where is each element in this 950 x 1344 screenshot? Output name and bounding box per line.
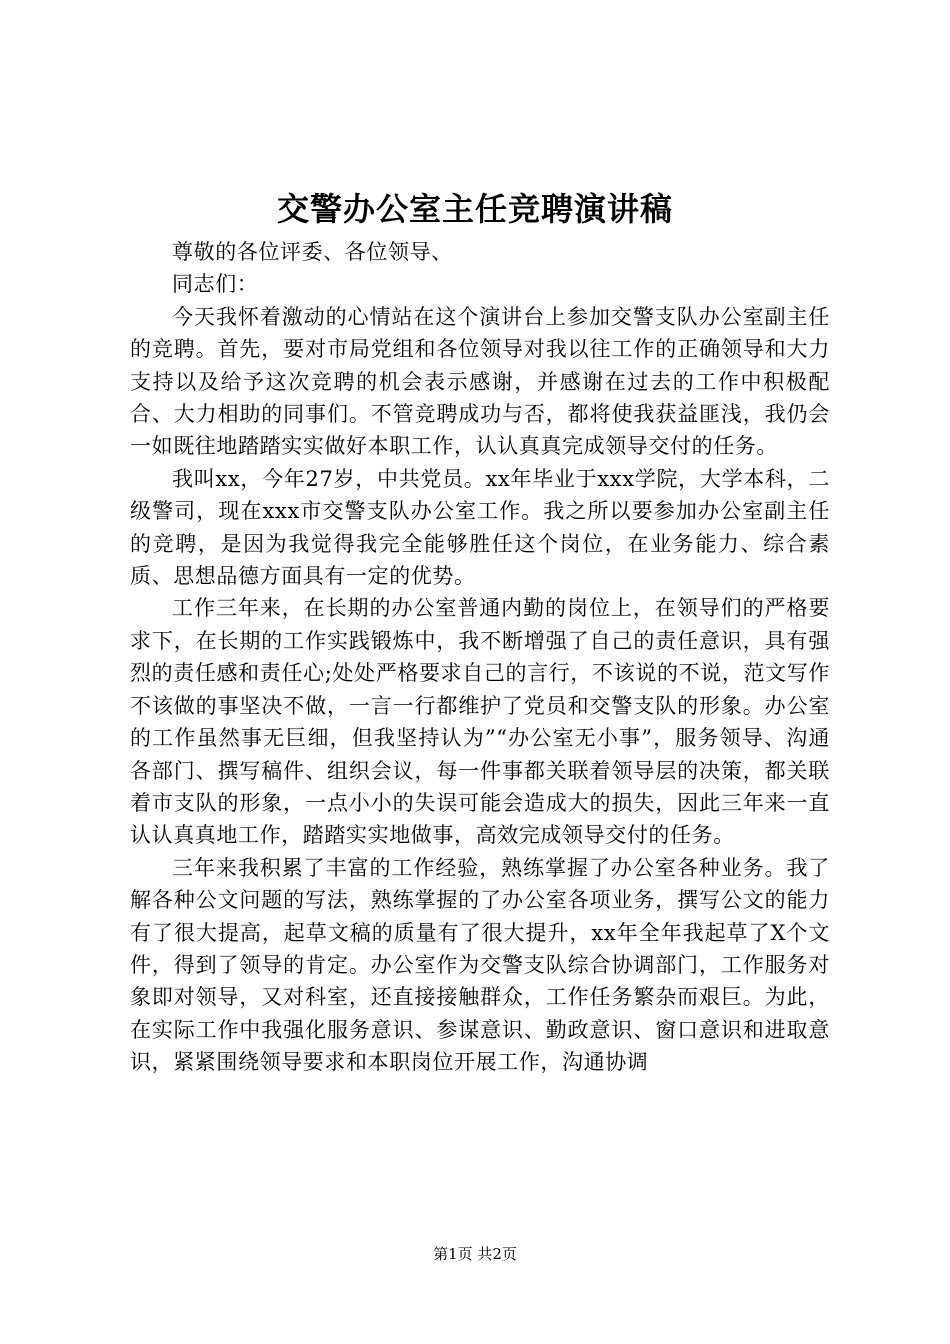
paragraph-1: 今天我怀着激动的心情站在这个演讲台上参加交警支队办公室副主任的竞聘。首先，要对市局党组和各位领导对我以往工作的正确领导和大力支持以及给予这次竞聘的机会表示感谢，并感谢在过去的工作中积极配合、大力相助的同事们。不管竞聘成功与否，都将使我获益匪浅，我仍会一如既往地踏踏实实做好本职工作，认认真真完成领导交付的任务。 <box>130 304 830 459</box>
document-body <box>130 236 830 1079</box>
paragraph-2: 我叫xx，今年27岁，中共党员。xx年毕业于xxx学院，大学本科，二级警司，现在xxx市交警支队办公室工作。我之所以要参加办公室副主任的竞聘，是因为我觉得我完全能够胜任这个岗位，在业务能力、综合素质、思想品德方面具有一定的优势。 <box>130 466 830 589</box>
salutation-line-1: 尊敬的各位评委、各位领导、 <box>172 240 453 264</box>
paragraph-4: 三年来我积累了丰富的工作经验，熟练掌握了办公室各种业务。我了解各种公文问题的写法，熟练掌握的了办公室各项业务，撰写公文的能力有了很大提高，起草文稿的质量有了很大提升，xx年全年我起草了X个文件，得到了领导的肯定。办公室作为交警支队综合协调部门，工作服务对象即对领导，又对科室，还直接接触群众，工作任务繁杂而艰巨。为此，在实际工作中我强化服务意识、参谋意识、勤政意识、窗口意识和进取意识，紧紧围绕领导要求和本职岗位开展工作，沟通协调 <box>130 855 830 1075</box>
salutation-line-2: 同志们： <box>172 272 259 297</box>
paragraph-3: 工作三年来，在长期的办公室普通内勤的岗位上，在领导们的严格要求下，在长期的工作实践锻炼中，我不断增强了自己的责任意识，具有强烈的责任感和责任心;处处严格要求自己的言行，不该说的不说，范文写作不该做的事坚决不做，一言一行都维护了党员和交警支队的形象。办公室的工作虽然事无巨细，但我坚持认为”“办公室无小事”，服务领导、沟通各部门、撰写稿件、组织会议，每一件事都关联着领导层的决策，都关联着市支队的形象，一点小小的失误可能会造成大的损失，因此三年来一直认认真真地工作，踏踏实实地做事，高效完成领导交付的任务。 <box>130 596 830 848</box>
document-title: 交警办公室主任竞聘演讲稿 <box>276 190 673 228</box>
page-number: 第1页 共2页 <box>433 1245 517 1263</box>
